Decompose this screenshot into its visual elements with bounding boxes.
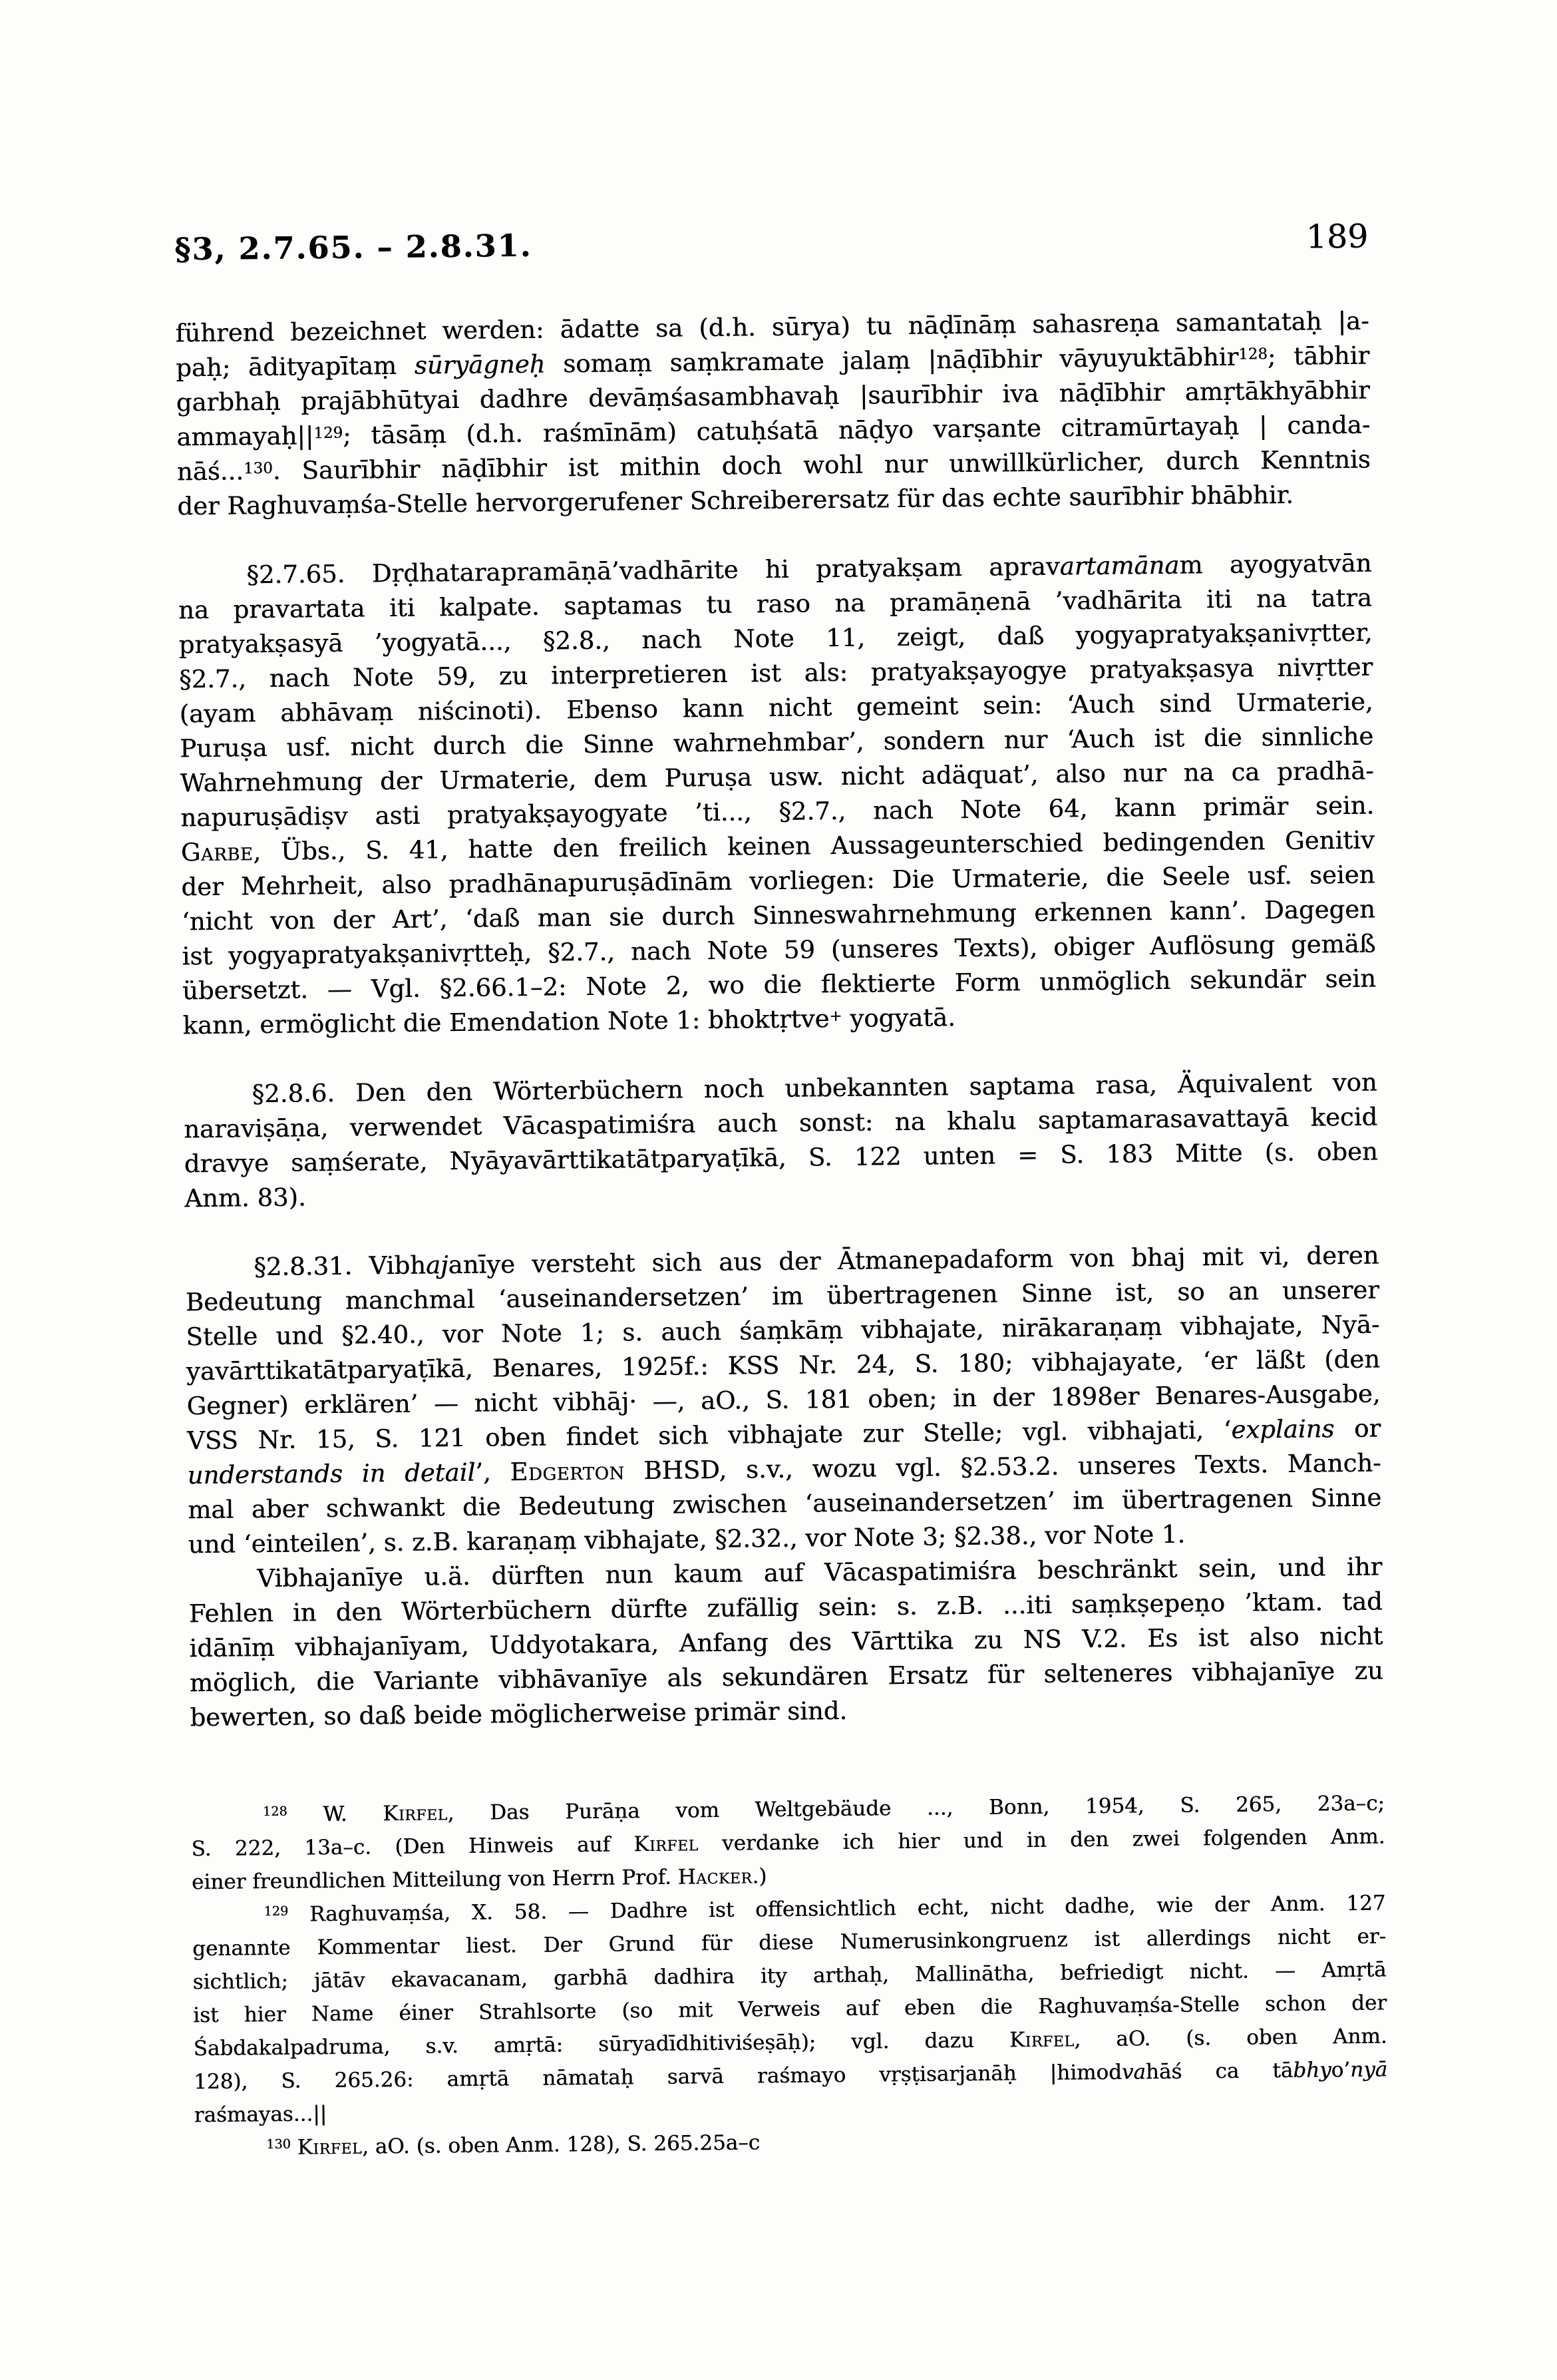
text-line: Vibhajanīye u.ä. dürften nun kaum auf Vācaspatimiśra beschränkt sein, und ihr — [257, 1552, 1383, 1593]
text-line: $ammayaḥ||^{129}$; tāsāṃ (d.h. raśmīnām) catuḥśatā nāḍyo varṣante citramūrtayaḥ | canda- — [176, 410, 1371, 452]
text-line: Puruṣa usf. nicht durch die Sinne wahrnehmbar’, sondern nur ‘Auch ist die sinnliche — [179, 721, 1374, 763]
footnotes — [191, 1786, 1389, 2165]
text-line: (ayam abhāvaṃ niścinoti). Ebenso kann nicht gemeint sein: ‘Auch sind Urmaterie, — [179, 687, 1373, 729]
text-line: ‘nicht von der Art’, ‘daß man sie durch Sinneswahrnehmung erkennen kann’. Dagegen — [181, 894, 1376, 936]
text-line: VSS Nr. 15, S. 121 oben findet sich vibhajate zur Stelle; vgl. vibhajati, ‘explains or — [186, 1414, 1381, 1456]
text-line: Anm. 83). — [184, 1183, 306, 1213]
text-line: $^{129}$ Raghuvaṃśa, X. 58. — Dadhre ist offensichtlich echt, nicht dadhe, wie der Anm. 127 — [263, 1891, 1386, 1927]
text-line: 128), S. 265.26: amṛtā nāmataḥ sarvā raśmayo vṛṣṭisarjanāḥ |himodvahāś ca tābhyo’nyā — [194, 2057, 1388, 2094]
text-line: einer freundlichen Mitteilung von Herrn Prof. Hacker.) — [191, 1864, 767, 1895]
text-line: Fehlen in den Wörterbüchern dürfte zufällig sein: s. z.B. ...iti saṃkṣepeṇo ’ktam. tad — [188, 1587, 1383, 1629]
text-line: understands in detail’, Edgerton BHSD, s.v., wozu vgl. §2.53.2. unseres Texts. Manch- — [187, 1448, 1381, 1490]
paragraph-2-8-6 — [183, 1066, 1378, 1217]
text-line: der Raghuvaṃśa-Stelle hervorgerufener Schreiberersatz für das echte saurībhir bhābhir. — [177, 480, 1294, 521]
text-line: $^{130}$ Kirfel, aO. (s. oben Anm. 128), S. 265.25a–c — [266, 2130, 761, 2160]
page-content — [174, 218, 1388, 2166]
text-line: Stelle und §2.40., vor Note 1; s. auch śaṃkāṃ vibhajate, nirākaraṇaṃ vibhajate, Nyā- — [186, 1310, 1380, 1352]
text-line: Śabdakalpadruma, s.v. amṛtā: sūryadīdhitiviśeṣāḥ); vgl. dazu Kirfel, aO. (s. oben Anm. — [193, 2024, 1387, 2061]
text-line: sichtlich; jātāv ekavacanam, garbhā dadhira ity arthaḥ, Mallinātha, befriedigt nicht. — Amṛtā — [192, 1957, 1387, 1995]
text-line: möglich, die Variante vibhāvanīye als sekundären Ersatz für selteneres vibhajanīye zu — [189, 1656, 1384, 1698]
text-line: na pravartata iti kalpate. saptamas tu raso na pramāṇenā ’vadhārita iti na tatra — [178, 583, 1373, 625]
paragraph-2-8-31-continued — [188, 1549, 1384, 1735]
text-line: der Mehrheit, also pradhānapuruṣādīnām vorliegen: Die Urmaterie, die Seele usf. seien — [181, 860, 1375, 902]
text-line: genannte Kommentar liest. Der Grund für diese Numerusinkongruenz ist allerdings nicht er- — [192, 1924, 1387, 1961]
text-line: §2.7., nach Note 59, zu interpretieren ist als: pratyakṣayogye pratyakṣasya nivṛtter — [178, 652, 1373, 694]
text-line: §2.8.31. Vibhajanīye versteht sich aus der Ātmanepadaform von bhaj mit vi, deren — [254, 1241, 1379, 1282]
text-line: paḥ; ādityapītaṃ sūryāgneḥ somaṃ saṃkramate jalaṃ |nāḍībhir vāyuyuktābhir$^{128}$; tābhir — [175, 341, 1370, 383]
text-line: napuruṣādiṣv asti pratyakṣayogyate ’ti..., §2.7., nach Note 64, kann primär sein. — [180, 791, 1375, 833]
paragraph-continuation — [175, 304, 1371, 524]
text-line: pratyakṣasyā ’yogyatā..., §2.8., nach Note 11, zeigt, daß yogyapratyakṣanivṛtter, — [178, 618, 1373, 660]
page-header — [174, 218, 1369, 270]
text-line: Gegner) erklären’ — nicht vibhāj· —, aO., S. 181 oben; in der 1898er Benares-Ausgabe, — [186, 1379, 1381, 1421]
text-line: idānīṃ vibhajanīyam, Uddyotakara, Anfang des Vārttika zu NS V.2. Es ist also nicht — [189, 1621, 1383, 1663]
paragraph-2-7-65 — [178, 546, 1377, 1044]
text-line: naraviṣāṇa, verwendet Vācaspatimiśra auch sonst: na khalu saptamarasavattayā kecid — [183, 1102, 1378, 1144]
text-line: §2.7.65. Dṛḍhatarapramāṇā’vadhārite hi pratyakṣam apravartamānam ayogyatvān — [246, 548, 1372, 590]
text-line: garbhaḥ prajābhūtyai dadhre devāṃśasambhavaḥ |saurībhir iva nāḍībhir amṛtākhyābhir — [176, 375, 1370, 417]
text-line: führend bezeichnet werden: ādatte sa (d.h. sūrya) tu nāḍīnāṃ sahasreṇa samantataḥ |a- — [175, 306, 1369, 348]
text-line: nāś...$^{130}$. Saurībhir nāḍībhir ist mithin doch wohl nur unwillkürlicher, durch Kenntnis — [176, 445, 1371, 487]
text-line: übersetzt. — Vgl. §2.66.1–2: Note 2, wo die flektierte Form unmöglich sekundär sein — [182, 964, 1377, 1006]
text-line: kann, ermöglicht die Emendation Note 1: bhoktṛtve+ yogyatā. — [182, 1003, 956, 1040]
text-line: Garbe, Übs., S. 41, hatte den freilich keinen Aussageunterschied bedingenden Genitiv — [180, 825, 1375, 867]
text-line: bewerten, so daß beide möglicherweise primär sind. — [190, 1696, 848, 1732]
running-head-section-range: §3, 2.7.65. – 2.8.31. — [174, 227, 532, 268]
text-line: $^{128}$ W. Kirfel, Das Purāṇa vom Weltgebäude ..., Bonn, 1954, S. 265, 23a–c; — [262, 1791, 1385, 1827]
text-line: yavārttikatātparyaṭīkā, Benares, 1925f.: KSS Nr. 24, S. 180; vibhajayate, ‘er läßt (den — [186, 1344, 1381, 1386]
page-number: 189 — [1305, 217, 1369, 256]
text-line: S. 222, 13a–c. (Den Hinweis auf Kirfel verdanke ich hier und in den zwei folgenden Anm. — [191, 1824, 1385, 1862]
text-line: §2.8.6. Den den Wörterbüchern noch unbekannten saptama rasa, Äquivalent von — [252, 1068, 1377, 1109]
footnote-128 — [191, 1786, 1385, 1899]
text-line: und ‘einteilen’, s. z.B. karaṇaṃ vibhajate, §2.32., vor Note 3; §2.38., vor Note 1. — [188, 1519, 1186, 1559]
footnote-129 — [192, 1886, 1388, 2132]
text-line: ist yogyapratyakṣanivṛtteḥ, §2.7., nach Note 59 (unseres Texts), obiger Auflösung gemäß — [182, 929, 1376, 971]
text-line: Wahrnehmung der Urmaterie, dem Puruṣa usw. nicht adäquat’, also nur na ca pradhā- — [180, 756, 1374, 798]
text-line: Bedeutung manchmal ‘auseinandersetzen’ im übertragenen Sinne ist, so an unserer — [185, 1275, 1380, 1317]
text-line: ist hier Name éiner Strahlsorte (so mit Verweis auf eben die Raghuvaṃśa-Stelle schon der — [192, 1991, 1387, 2028]
text-line: mal aber schwankt die Bedeutung zwischen ‘auseinandersetzen’ im übertragenen Sinne — [187, 1483, 1382, 1525]
text-line: dravye saṃśerate, Nyāyavārttikatātparyaṭīkā, S. 122 unten = S. 183 Mitte (s. oben — [184, 1137, 1378, 1179]
paragraph-2-8-31 — [185, 1239, 1382, 1563]
body-text — [175, 304, 1383, 1736]
text-line: raśmayas...|| — [194, 2102, 327, 2128]
